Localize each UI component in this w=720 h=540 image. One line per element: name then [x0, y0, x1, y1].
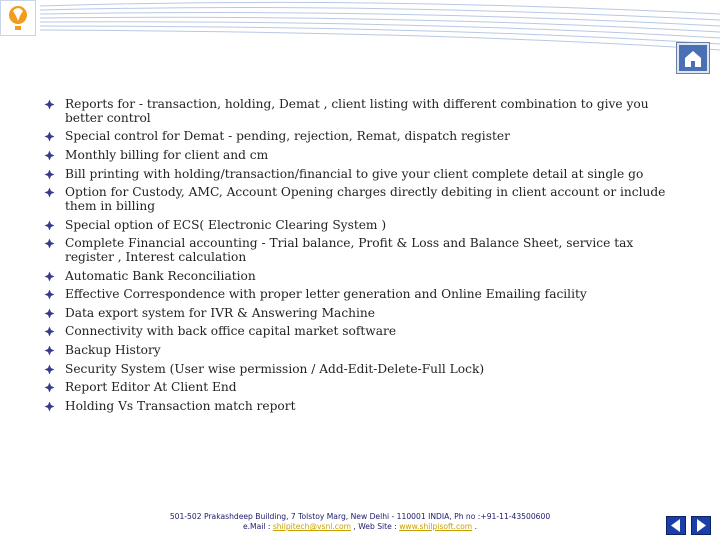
bullet-text: Holding Vs Transaction match report [65, 398, 296, 413]
bullet-item [44, 168, 684, 182]
home-button[interactable] [676, 42, 710, 74]
bullet-item [44, 363, 684, 377]
bullet-text: Reports for - transaction, holding, Demat , client listing with different combination to give you better control [65, 97, 649, 125]
feature-list [44, 98, 684, 418]
bullet-text: Complete Financial accounting - Trial balance, Profit & Loss and Balance Sheet, service tax register , Interest calculation [65, 236, 634, 264]
bullet-item [44, 186, 684, 214]
footer [0, 512, 720, 532]
footer-contact [0, 522, 720, 532]
next-slide-button[interactable] [691, 516, 711, 535]
web-label: , Web Site : [351, 522, 400, 531]
diamond-bullet-icon [44, 169, 55, 180]
bullet-item [44, 307, 684, 321]
bullet-text: Connectivity with back office capital market software [65, 324, 397, 339]
diamond-bullet-icon [44, 308, 55, 319]
diamond-bullet-icon [44, 364, 55, 375]
diamond-bullet-icon [44, 238, 55, 249]
bullet-item [44, 219, 684, 233]
bullet-item [44, 149, 684, 163]
diamond-bullet-icon [44, 271, 55, 282]
bullet-item [44, 381, 684, 395]
diamond-bullet-icon [44, 382, 55, 393]
diamond-bullet-icon [44, 187, 55, 198]
diamond-bullet-icon [44, 289, 55, 300]
bullet-item [44, 270, 684, 284]
footer-end: . [472, 522, 478, 531]
bullet-text: Backup History [65, 342, 161, 357]
bullet-text: Report Editor At Client End [65, 380, 237, 395]
diamond-bullet-icon [44, 99, 55, 110]
bullet-item [44, 237, 684, 265]
diamond-bullet-icon [44, 220, 55, 231]
bullet-item [44, 400, 684, 414]
previous-slide-button[interactable] [666, 516, 686, 535]
bullet-text: Special control for Demat - pending, rejection, Remat, dispatch register [65, 129, 510, 144]
diamond-bullet-icon [44, 131, 55, 142]
next-slide-icon [691, 516, 711, 535]
header-decoration [0, 0, 720, 62]
company-logo [0, 0, 36, 36]
bullet-text: Data export system for IVR & Answering Machine [65, 305, 375, 320]
diamond-bullet-icon [44, 150, 55, 161]
website-link[interactable]: www.shilpisoft.com [399, 522, 473, 531]
bullet-text: Automatic Bank Reconciliation [65, 268, 256, 283]
diamond-bullet-icon [44, 345, 55, 356]
bullet-item [44, 130, 684, 144]
previous-slide-icon [666, 516, 686, 535]
diamond-bullet-icon [44, 401, 55, 412]
bullet-text: Bill printing with holding/transaction/financial to give your client complete detail at single go [65, 166, 644, 181]
bullet-text: Special option of ECS( Electronic Clearing System ) [65, 217, 387, 232]
bullet-item [44, 344, 684, 358]
email-link[interactable]: shilpitech@vsnl.com [272, 522, 351, 531]
bullet-item [44, 98, 684, 126]
bullet-text: Option for Custody, AMC, Account Opening charges directly debiting in client account or include them in billing [65, 185, 666, 213]
home-icon [676, 42, 710, 74]
email-label: e.Mail : [242, 522, 273, 531]
bullet-text: Effective Correspondence with proper letter generation and Online Emailing facility [65, 287, 587, 302]
diamond-bullet-icon [44, 326, 55, 337]
bullet-text: Security System (User wise permission / Add-Edit-Delete-Full Lock) [65, 361, 485, 376]
bullet-item [44, 325, 684, 339]
bullet-text: Monthly billing for client and cm [65, 147, 269, 162]
bullet-item [44, 288, 684, 302]
footer-address: 501-502 Prakashdeep Building, 7 Tolstoy Marg, New Delhi - 110001 INDIA, Ph no :+91-11-43500600 [169, 512, 551, 521]
